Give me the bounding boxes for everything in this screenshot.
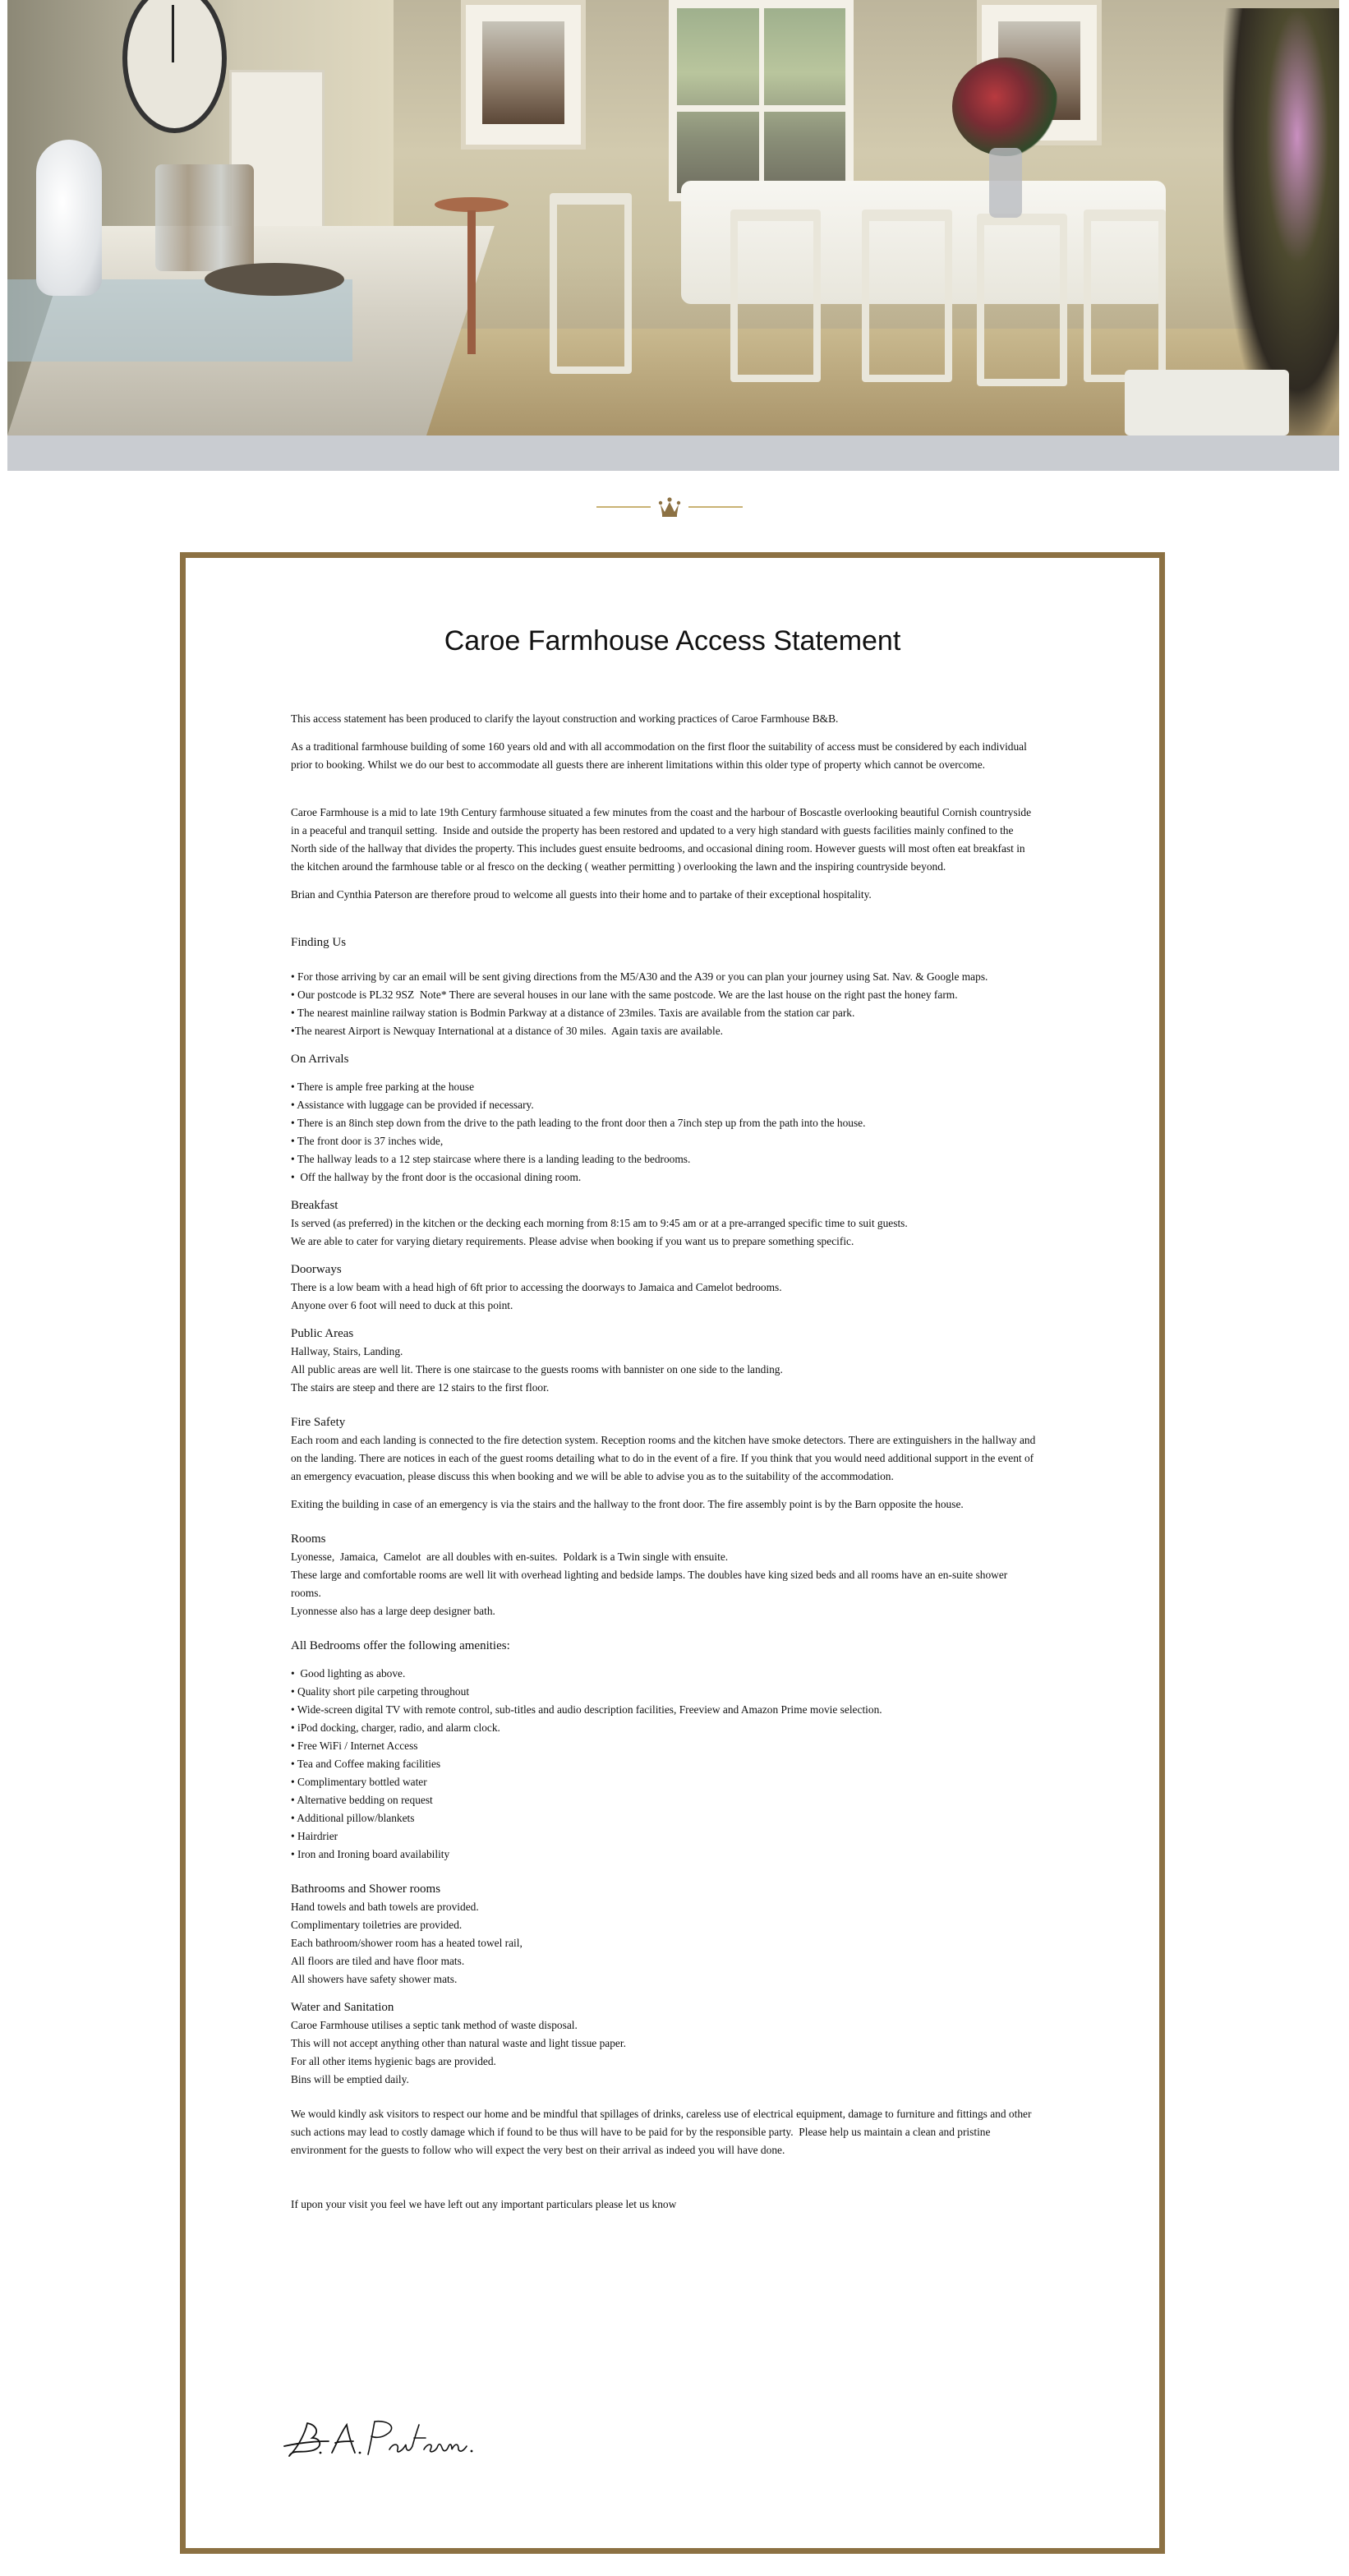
list-item: • Our postcode is PL32 9SZ Note* There are several houses in our lane with the same postcode. We are the last house on the right past the honey farm. — [291, 988, 958, 1001]
sailboat-picture — [461, 0, 586, 150]
about-line: the kitchen around the farmhouse table or al fresco on the decking ( weather permitting ) overlooking the lawn and the inspiring countryside beyond. — [291, 860, 946, 873]
list-item: • Iron and Ironing board availability — [291, 1848, 450, 1860]
public-areas-line: All public areas are well lit. There is one staircase to the guests rooms with bannister on one side to the landing. — [291, 1363, 783, 1376]
rooms-line: Lyonesse, Jamaica, Camelot are all doubles with en-suites. Poldark is a Twin single with ensuite. — [291, 1551, 729, 1563]
statement-body — [291, 710, 1063, 2214]
bathrooms-line: Hand towels and bath towels are provided. — [291, 1901, 479, 1913]
dining-chair — [862, 210, 952, 382]
breakfast-line: Is served (as preferred) in the kitchen or the decking each morning from 8:15 am to 9:45 am or at a pre-arranged specific time to suit guests. — [291, 1217, 908, 1229]
list-item: • The front door is 37 inches wide, — [291, 1135, 444, 1147]
intro-line: This access statement has been produced to clarify the layout construction and working practices of Caroe Farmhouse B&B. — [291, 712, 839, 725]
dining-chair — [1084, 210, 1166, 382]
list-item: • Complimentary bottled water — [291, 1776, 427, 1788]
list-item: • iPod docking, charger, radio, and alarm clock. — [291, 1721, 500, 1734]
rooms-line: Lyonnesse also has a large deep designer bath. — [291, 1605, 495, 1617]
public-areas-line: The stairs are steep and there are 12 stairs to the first floor. — [291, 1381, 550, 1394]
section-heading-finding-us: Finding Us — [291, 936, 347, 949]
fire-safety-line: on the landing. There are notices in each of the guest rooms detailing what to do in the event of a fire. If you think that you would need additional support in the event of — [291, 1452, 1034, 1464]
list-item: • The nearest mainline railway station is Bodmin Parkway at a distance of 23miles. Taxis are available from the station car park. — [291, 1007, 855, 1019]
flower-arrangement — [952, 58, 1059, 156]
doorways-line: Anyone over 6 foot will need to duck at this point. — [291, 1299, 513, 1311]
section-heading-on-arrivals: On Arrivals — [291, 1053, 349, 1066]
bathrooms-line: Complimentary toiletries are provided. — [291, 1919, 463, 1931]
section-heading-public-areas: Public Areas — [291, 1327, 354, 1340]
page-title: Caroe Farmhouse Access Statement — [444, 625, 901, 657]
list-item: • Free WiFi / Internet Access — [291, 1740, 418, 1752]
section-heading-rooms: Rooms — [291, 1532, 326, 1546]
list-item: •The nearest Airport is Newquay International at a distance of 30 miles. Again taxis are available. — [291, 1025, 723, 1037]
intro-line: As a traditional farmhouse building of some 160 years old and with all accommodation on the first floor the suitability of access must be considered by each individual — [291, 740, 1027, 753]
section-heading-breakfast: Breakfast — [291, 1199, 338, 1212]
signature — [283, 2413, 480, 2471]
fruit-bowl — [205, 263, 344, 296]
water-line: For all other items hygienic bags are provided. — [291, 2055, 496, 2067]
fire-exit-text: Exiting the building in case of an emergency is via the stairs and the hallway to the front door. The fire assembly point is by the Barn opposite the house. — [291, 1498, 964, 1510]
list-item: • Assistance with luggage can be provided if necessary. — [291, 1099, 534, 1111]
dining-chair — [730, 210, 821, 382]
storage-jars — [155, 164, 254, 271]
divider-line — [596, 506, 651, 508]
welcome-text: Brian and Cynthia Paterson are therefore proud to welcome all guests into their home and to partake of their exceptional hospitality. — [291, 888, 872, 901]
closing-line: such actions may lead to costly damage which if found to be thus will have to be paid for by the responsible party. Please help us maintain a clean and pristine — [291, 2126, 991, 2138]
glass-vase — [989, 148, 1022, 218]
list-item: • There is ample free parking at the house — [291, 1081, 475, 1093]
white-jug — [36, 140, 102, 296]
water-line: Bins will be emptied daily. — [291, 2073, 409, 2085]
closing-line: environment for the guests to follow who will expect the very best on their arrival as indeed you will have done. — [291, 2144, 785, 2156]
bathrooms-line: Each bathroom/shower room has a heated towel rail, — [291, 1937, 523, 1949]
list-item: • Good lighting as above. — [291, 1667, 406, 1680]
list-item: • Quality short pile carpeting throughout — [291, 1685, 470, 1698]
about-line: North side of the hallway that divides the property. This includes guest ensuite bedrooms, and occasional dining room. However guests will most often eat breakfast in — [291, 842, 1025, 855]
list-item: • Off the hallway by the front door is the occasional dining room. — [291, 1171, 582, 1183]
fire-safety-line: an emergency evacuation, please discuss this when booking and we will be able to advise you as to the suitability of the accommodation. — [291, 1470, 894, 1482]
list-item: • Wide-screen digital TV with remote control, sub-titles and audio description facilities, Freeview and Amazon Prime movie selection. — [291, 1703, 882, 1716]
access-statement-card — [180, 552, 1165, 2554]
hero-band — [7, 435, 1339, 471]
final-note: If upon your visit you feel we have left out any important particulars please let us know — [291, 2198, 677, 2210]
window — [669, 0, 854, 201]
water-line: Caroe Farmhouse utilises a septic tank method of waste disposal. — [291, 2019, 578, 2031]
crown-icon — [657, 496, 682, 518]
section-heading-bathrooms: Bathrooms and Shower rooms — [291, 1882, 441, 1896]
breakfast-line: We are able to cater for varying dietary requirements. Please advise when booking if you want us to prepare something specific. — [291, 1235, 854, 1247]
about-line: in a peaceful and tranquil setting. Inside and outside the property has been restored and updated to a very high standard with guests facilities mainly confined to the — [291, 824, 1014, 836]
list-item: • The hallway leads to a 12 step staircase where there is a landing leading to the bedrooms. — [291, 1153, 691, 1165]
dining-chair — [550, 193, 632, 374]
fire-safety-line: Each room and each landing is connected to the fire detection system. Reception rooms and the kitchen have smoke detectors. There are extinguishers in the hallway and — [291, 1434, 1036, 1446]
list-item: • Additional pillow/blankets — [291, 1812, 415, 1824]
bathrooms-line: All showers have safety shower mats. — [291, 1973, 458, 1985]
section-heading-doorways: Doorways — [291, 1263, 342, 1276]
ornament-divider — [596, 493, 743, 521]
rooms-line: rooms. — [291, 1587, 321, 1599]
list-item: • Hairdrier — [291, 1830, 338, 1842]
doorways-line: There is a low beam with a head high of 6ft prior to accessing the doorways to Jamaica and Camelot bedrooms. — [291, 1281, 782, 1293]
rooms-line: These large and comfortable rooms are well lit with overhead lighting and bedside lamps. The doubles have king sized beds and all rooms have an en-suite shower — [291, 1569, 1008, 1581]
list-item: • Alternative bedding on request — [291, 1794, 433, 1806]
hero-photo — [7, 0, 1339, 435]
stool — [1125, 370, 1289, 435]
section-heading-amenities: All Bedrooms offer the following amenities: — [291, 1639, 510, 1652]
list-item: • There is an 8inch step down from the drive to the path leading to the front door then a 7inch step up from the path into the house. — [291, 1117, 866, 1129]
public-areas-line: Hallway, Stairs, Landing. — [291, 1345, 403, 1357]
side-table — [435, 197, 509, 362]
closing-line: We would kindly ask visitors to respect our home and be mindful that spillages of drinks, careless use of electrical equipment, damage to furniture and fittings and other — [291, 2108, 1032, 2120]
water-line: This will not accept anything other than natural waste and light tissue paper. — [291, 2037, 626, 2049]
bathrooms-line: All floors are tiled and have floor mats. — [291, 1955, 465, 1967]
section-heading-fire-safety: Fire Safety — [291, 1416, 346, 1429]
about-line: Caroe Farmhouse is a mid to late 19th Century farmhouse situated a few minutes from the coast and the harbour of Boscastle overlooking beautiful Cornish countryside — [291, 806, 1032, 818]
list-item: • For those arriving by car an email will be sent giving directions from the M5/A30 and the A39 or you can plan your journey using Sat. Nav. & Google maps. — [291, 970, 988, 983]
list-item: • Tea and Coffee making facilities — [291, 1758, 441, 1770]
intro-line: prior to booking. Whilst we do our best to accommodate all guests there are inherent limitations within this older type of property which cannot be overcome. — [291, 758, 986, 771]
divider-line — [688, 506, 743, 508]
dining-chair — [977, 214, 1067, 386]
section-heading-water: Water and Sanitation — [291, 2001, 394, 2014]
